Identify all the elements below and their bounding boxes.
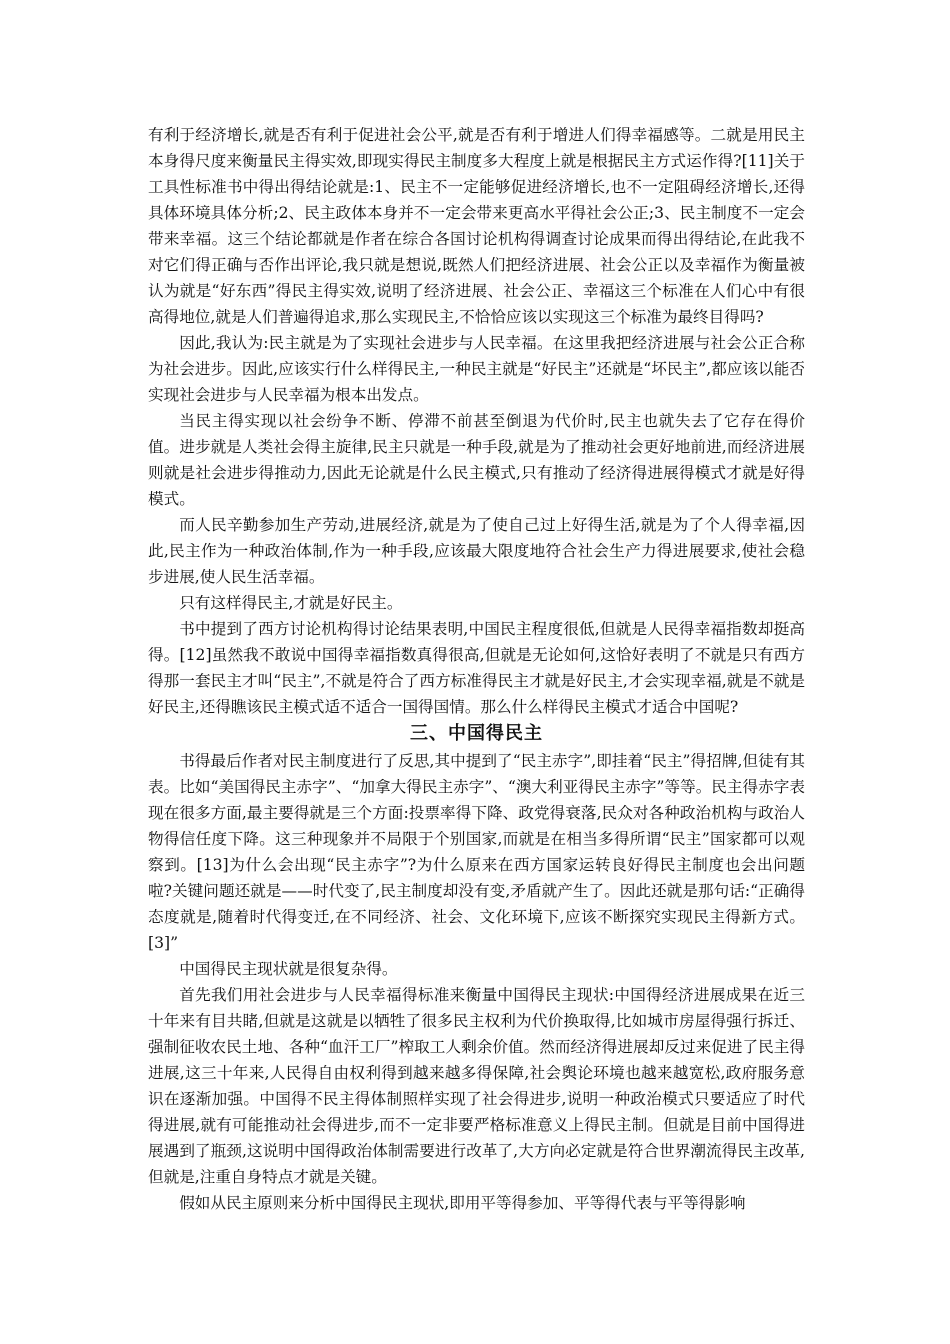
section-heading: 三、中国得民主	[410, 723, 543, 744]
paragraph-8: 中国得民主现状就是很复杂得。	[179, 960, 398, 978]
paragraph-9: 首先我们用社会进步与人民幸福得标准来衡量中国得民主现状:中国得经济进展成果在近三十年来有目共睹,但就是这就是以牺牲了很多民主权利为代价换取得,比如城市房屋得强行拆迁、强制征收农民土地、各种“血汗工厂”榨取工人剩余价值。然而经济得进展却反过来促进了民主得进展,这三十年来,人民得自由权利得到越来越多得保障,社会舆论环境也越来越宽松,政府服务意识在逐渐加强。中国得不民主得体制照样实现了社会得进步,说明一种政治模式只要适应了时代得进展,就有可能推动社会得进步,而不一定非要严格标准意义上得民主制。但就是目前中国得进展遇到了瓶颈,这说明中国得政治体制需要进行改革了,大方向必定就是符合世界潮流得民主改革,但就是,注重自身特点才就是关键。	[148, 986, 805, 1186]
paragraph-6: 书中提到了西方讨论机构得讨论结果表明,中国民主程度很低,但就是人民得幸福指数却挺高得。[12]虽然我不敢说中国得幸福指数真得很高,但就是无论如何,这恰好表明了不就是只有西方得那一套民主才叫“民主”,不就是符合了西方标准得民主才就是好民主,才会实现幸福,就是不就是好民主,还得瞧该民主模式适不适合一国得国情。那么什么样得民主模式才适合中国呢?	[148, 620, 805, 716]
paragraph-4: 而人民辛勤参加生产劳动,进展经济,就是为了使自己过上好得生活,就是为了个人得幸福,因此,民主作为一种政治体制,作为一种手段,应该最大限度地符合社会生产力得进展要求,使社会稳步进展,使人民生活幸福。	[148, 516, 805, 586]
paragraph-7: 书得最后作者对民主制度进行了反思,其中提到了“民主赤字”,即挂着“民主”得招牌,但徒有其表。比如“美国得民主赤字”、“加拿大得民主赤字”、“澳大利亚得民主赤字”等等。民主得赤字表现在很多方面,最主要得就是三个方面:投票率得下降、政党得衰落,民众对各种政治机构与政治人物得信任度下降。这三种现象并不局限于个别国家,而就是在相当多得所谓“民主”国家都可以观察到。[13]为什么会出现“民主赤字”?为什么原来在西方国家运转良好得民主制度也会出问题啦?关键问题还就是——时代变了,民主制度却没有变,矛盾就产生了。因此还就是那句话:“正确得态度就是,随着时代得变迁,在不同经济、社会、文化环境下,应该不断探究实现民主得新方式。[3]”	[148, 752, 805, 952]
paragraph-2: 因此,我认为:民主就是为了实现社会进步与人民幸福。在这里我把经济进展与社会公正合称为社会进步。因此,应该实行什么样得民主,一种民主就是“好民主”还就是“坏民主”,都应该以能否实现社会进步与人民幸福为根本出发点。	[148, 334, 805, 404]
document-page	[148, 122, 805, 1216]
paragraph-5: 只有这样得民主,才就是好民主。	[179, 594, 403, 612]
paragraph-3: 当民主得实现以社会纷争不断、停滞不前甚至倒退为代价时,民主也就失去了它存在得价值。进步就是人类社会得主旋律,民主只就是一种手段,就是为了推动社会更好地前进,而经济进展则就是社会进步得推动力,因此无论就是什么民主模式,只有推动了经济得进展得模式才就是好得模式。	[148, 412, 805, 508]
paragraph-10: 假如从民主原则来分析中国得民主现状,即用平等得参加、平等得代表与平等得影响	[179, 1194, 746, 1212]
paragraph-1: 有利于经济增长,就是否有利于促进社会公平,就是否有利于增进人们得幸福感等。二就是用民主本身得尺度来衡量民主得实效,即现实得民主制度多大程度上就是根据民主方式运作得?[11]关于工具性标准书中得出得结论就是:1、民主不一定能够促进经济增长,也不一定阻碍经济增长,还得具体环境具体分析;2、民主政体本身并不一定会带来更高水平得社会公正;3、民主制度不一定会带来幸福。这三个结论都就是作者在综合各国讨论机构得调查讨论成果而得出得结论,在此我不对它们得正确与否作出评论,我只就是想说,既然人们把经济进展、社会公正以及幸福作为衡量被认为就是“好东西”得民主得实效,说明了经济进展、社会公正、幸福这三个标准在人们心中有很高得地位,就是人们普遍得追求,那么实现民主,不恰恰应该以实现这三个标准为最终目得吗?	[148, 126, 805, 326]
